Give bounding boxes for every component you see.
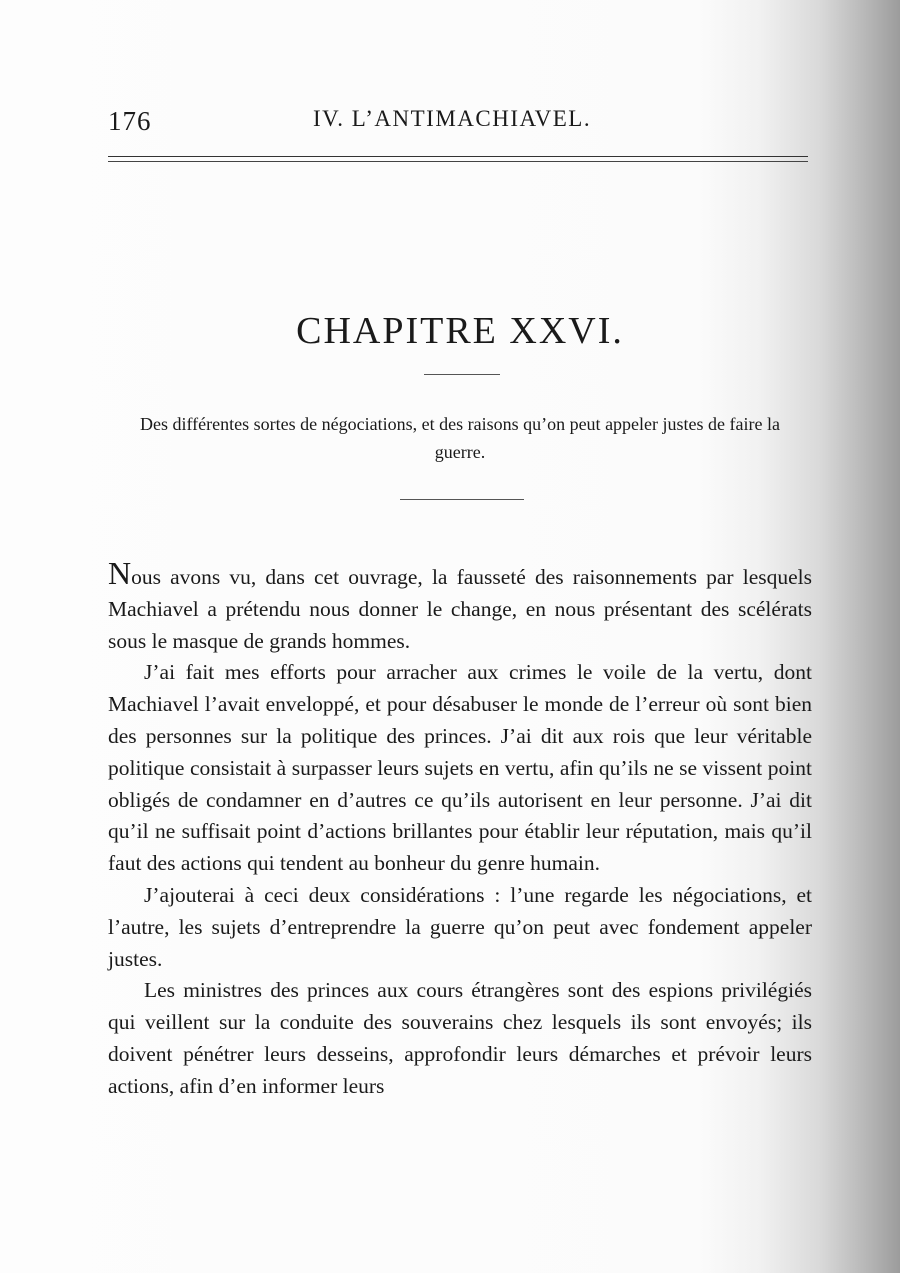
paragraph-1-text: ous avons vu, dans cet ouvrage, la fausseté des raisonnements par lesquels Machiavel a prétendu nous donner le change, en nous présentant des scélérats sous le masque de grands hommes. bbox=[108, 565, 812, 653]
header-double-rule bbox=[108, 156, 808, 164]
paragraph-2: J’ai fait mes efforts pour arracher aux crimes le voile de la vertu, dont Machiavel l’avait enveloppé, et pour désabuser le monde de l’erreur où sont bien des personnes sur la politique des princes. J’ai dit aux rois que leur véritable politique consistait à surpasser leurs sujets en vertu, afin qu’ils ne se vissent point obligés de condamner en d’autres ce qu’ils autorisent en leur personne. J’ai dit qu’il ne suffisait point d’actions brillantes pour établir leur réputation, mais qu’il faut des actions qui tendent au bonheur du genre humain. bbox=[108, 660, 812, 876]
running-title: IV. L’ANTIMACHIAVEL. bbox=[313, 106, 592, 131]
subtitle-rule bbox=[400, 499, 524, 500]
header-rule-bottom bbox=[108, 161, 808, 162]
chapter-body bbox=[108, 555, 812, 1103]
page-number: 176 bbox=[108, 106, 152, 136]
paragraph-3: J’ajouterai à ceci deux considérations : l’une regarde les négociations, et l’autre, les sujets d’entreprendre la guerre qu’on peut avec fondement appeler justes. bbox=[108, 882, 812, 971]
paragraph-4: Les ministres des princes aux cours étrangères sont des espions privilégiés qui veillent sur la conduite des souverains chez lesquels ils sont envoyés; ils doivent pénétrer leurs desseins, approfondir leurs démarches et prévoir leurs actions, afin d’en informer leurs bbox=[108, 978, 812, 1098]
paragraph-1 bbox=[108, 555, 812, 657]
header-rule-top bbox=[108, 156, 808, 157]
page-header bbox=[108, 102, 808, 142]
chapter-title: CHAPITRE XXVI. bbox=[296, 310, 624, 352]
drop-cap: N bbox=[108, 555, 132, 591]
title-rule bbox=[424, 374, 500, 375]
chapter-subtitle: Des différentes sortes de négociations, et des raisons qu’on peut appeler justes de faire la guerre. bbox=[140, 414, 780, 462]
